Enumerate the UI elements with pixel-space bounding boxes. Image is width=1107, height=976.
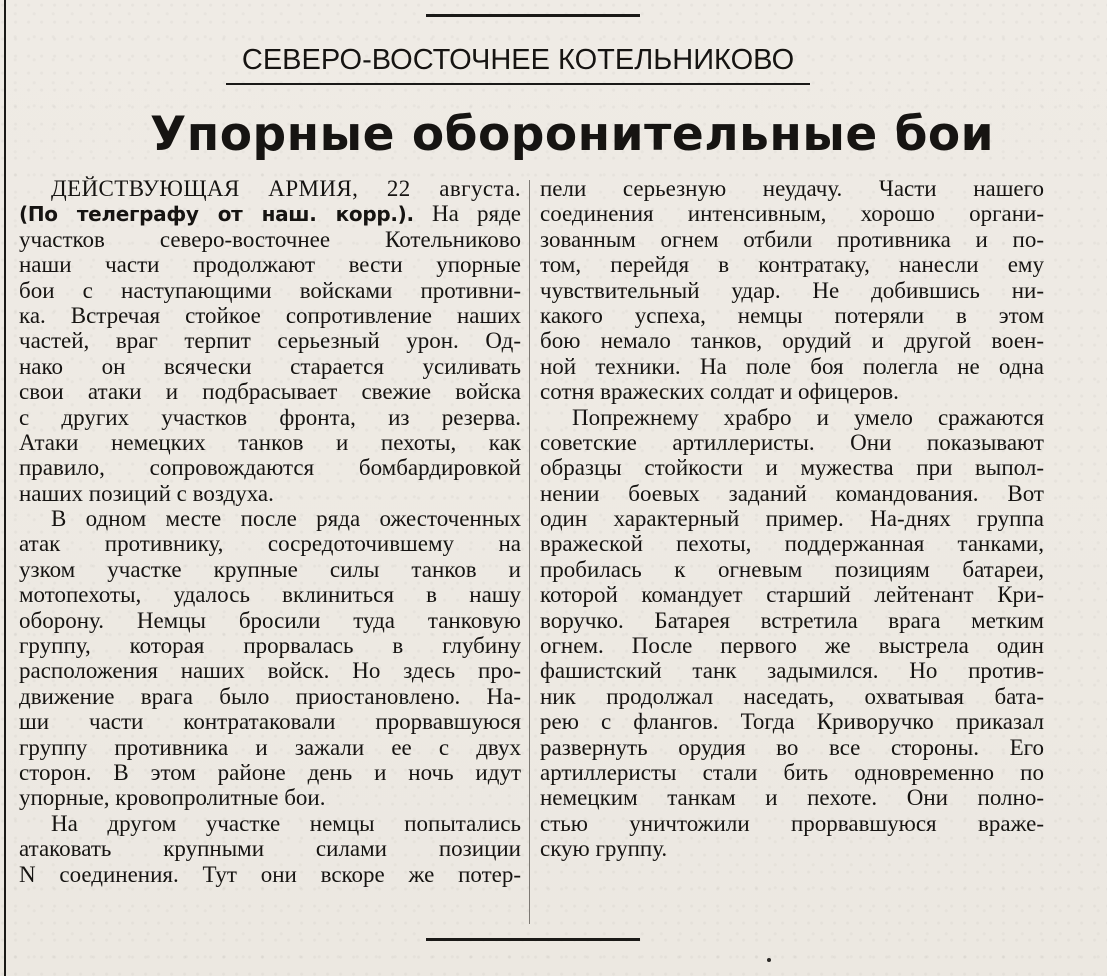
article-line: свои атаки и подбрасывает свежие войска bbox=[19, 379, 521, 405]
article-line: сторон. В этом районе день и ночь идут bbox=[19, 759, 521, 785]
article-headline: Упорные оборонительные бои bbox=[150, 107, 995, 162]
column-divider bbox=[529, 180, 530, 924]
article-dateline: ДЕЙСТВУЮЩАЯ АРМИЯ, 22 августа. bbox=[51, 176, 521, 201]
article-line: оборону. Немцы бросили туда танковую bbox=[19, 607, 521, 633]
article-line: узком участке крупные силы танков и bbox=[19, 556, 521, 582]
article-line: зованным огнем отбили противника и по- bbox=[540, 226, 1044, 252]
article-line: атаковать крупными силами позиции bbox=[19, 836, 521, 862]
article-line: ник продолжал наседать, охватывая бата- bbox=[540, 683, 1044, 709]
article-line: пели серьезную неудачу. Части нашего bbox=[540, 176, 1044, 201]
kicker-underline bbox=[226, 83, 810, 85]
article-line: В одном месте после ряда ожесточенных bbox=[51, 506, 521, 532]
article-line: нении боевых заданий командования. Вот bbox=[540, 480, 1044, 506]
article-line: бои с наступающими войсками противни- bbox=[19, 277, 521, 303]
article-line: немецким танкам и пехоте. Они полно- bbox=[540, 785, 1044, 811]
article-line: которой командует старший лейтенант Кри- bbox=[540, 582, 1044, 608]
article-line: один характерный пример. На-днях группа bbox=[540, 506, 1044, 532]
article-column-left bbox=[19, 176, 521, 887]
article-line: группу, которая прорвалась в глубину bbox=[19, 633, 521, 659]
article-line: N соединения. Тут они вскоре же потер- bbox=[19, 861, 521, 887]
article-line: атак противнику, сосредоточившему на bbox=[19, 531, 521, 557]
article-line: образцы стойкости и мужества при выпол- bbox=[540, 455, 1044, 481]
article-line: частей, враг терпит серьезный урон. Од- bbox=[19, 328, 521, 354]
page-left-border bbox=[4, 0, 6, 976]
article-line: На другом участке немцы попытались bbox=[51, 810, 521, 836]
article-line: нако он всячески старается усиливать bbox=[19, 353, 521, 379]
article-line: развернуть орудия во все стороны. Его bbox=[540, 734, 1044, 760]
article-line: расположения наших войск. Но здесь про- bbox=[19, 658, 521, 684]
article-line: ши части контратаковали прорвавшуюся bbox=[19, 709, 521, 735]
article-line: Попрежнему храбро и умело сражаются bbox=[572, 404, 1044, 430]
top-rule bbox=[426, 14, 640, 17]
print-speck bbox=[767, 958, 771, 962]
article-line: рею с флангов. Тогда Криворучко приказал bbox=[540, 709, 1044, 735]
article-column-right bbox=[540, 176, 1044, 862]
article-line: пробилась к огневым позициям батареи, bbox=[540, 556, 1044, 582]
article-line: чувствительный удар. Не добившись ни- bbox=[540, 277, 1044, 303]
article-line: фашистский танк задымился. Но против- bbox=[540, 658, 1044, 684]
article-line: какого успеха, немцы потеряли в этом bbox=[540, 302, 1044, 328]
article-line: том, перейдя в контратаку, нанесли ему bbox=[540, 252, 1044, 278]
article-line: воручко. Батарея встретила врага метким bbox=[540, 607, 1044, 633]
article-kicker: СЕВЕРО-ВОСТОЧНЕЕ КОТЕЛЬНИКОВО bbox=[241, 44, 795, 76]
article-line: артиллеристы стали бить одновременно по bbox=[540, 759, 1044, 785]
article-line: вражеской пехоты, поддержанная танками, bbox=[540, 531, 1044, 557]
article-line: группу противника и зажали ее с двух bbox=[19, 734, 521, 760]
article-line: мотопехоты, удалось вклиниться в нашу bbox=[19, 582, 521, 608]
article-line: бою немало танков, орудий и другой воен- bbox=[540, 328, 1044, 354]
article-line: скую группу. bbox=[540, 836, 668, 862]
article-line: огнем. После первого же выстрела один bbox=[540, 633, 1044, 659]
article-line: движение врага было приостановлено. На- bbox=[19, 683, 521, 709]
article-line bbox=[19, 201, 521, 226]
article-line-text: На ряде bbox=[413, 201, 521, 227]
article-line: упорные, кровопролитные бои. bbox=[19, 785, 326, 811]
article-line: наши части продолжают вести упорные bbox=[19, 252, 521, 278]
article-line: ка. Встречая стойкое сопротивление наших bbox=[19, 302, 521, 328]
article-line: Атаки немецких танков и пехоты, как bbox=[19, 429, 521, 455]
article-line: наших позиций с воздуха. bbox=[19, 480, 274, 506]
bottom-rule bbox=[426, 938, 640, 941]
article-line: стью уничтожили прорвавшуюся враже- bbox=[540, 810, 1044, 836]
article-line: правило, сопровождаются бомбардировкой bbox=[19, 455, 521, 481]
article-line: ной техники. На поле боя полегла не одна bbox=[540, 353, 1044, 379]
article-line: советские артиллеристы. Они показывают bbox=[540, 429, 1044, 455]
article-line: с других участков фронта, из резерва. bbox=[19, 404, 521, 430]
article-line: участков северо-восточнее Котельниково bbox=[19, 226, 521, 252]
article-line: соединения интенсивным, хорошо органи- bbox=[540, 201, 1044, 227]
article-source: (По телеграфу от наш. корр.). bbox=[19, 202, 414, 227]
article-line: сотня вражеских солдат и офицеров. bbox=[540, 379, 899, 405]
